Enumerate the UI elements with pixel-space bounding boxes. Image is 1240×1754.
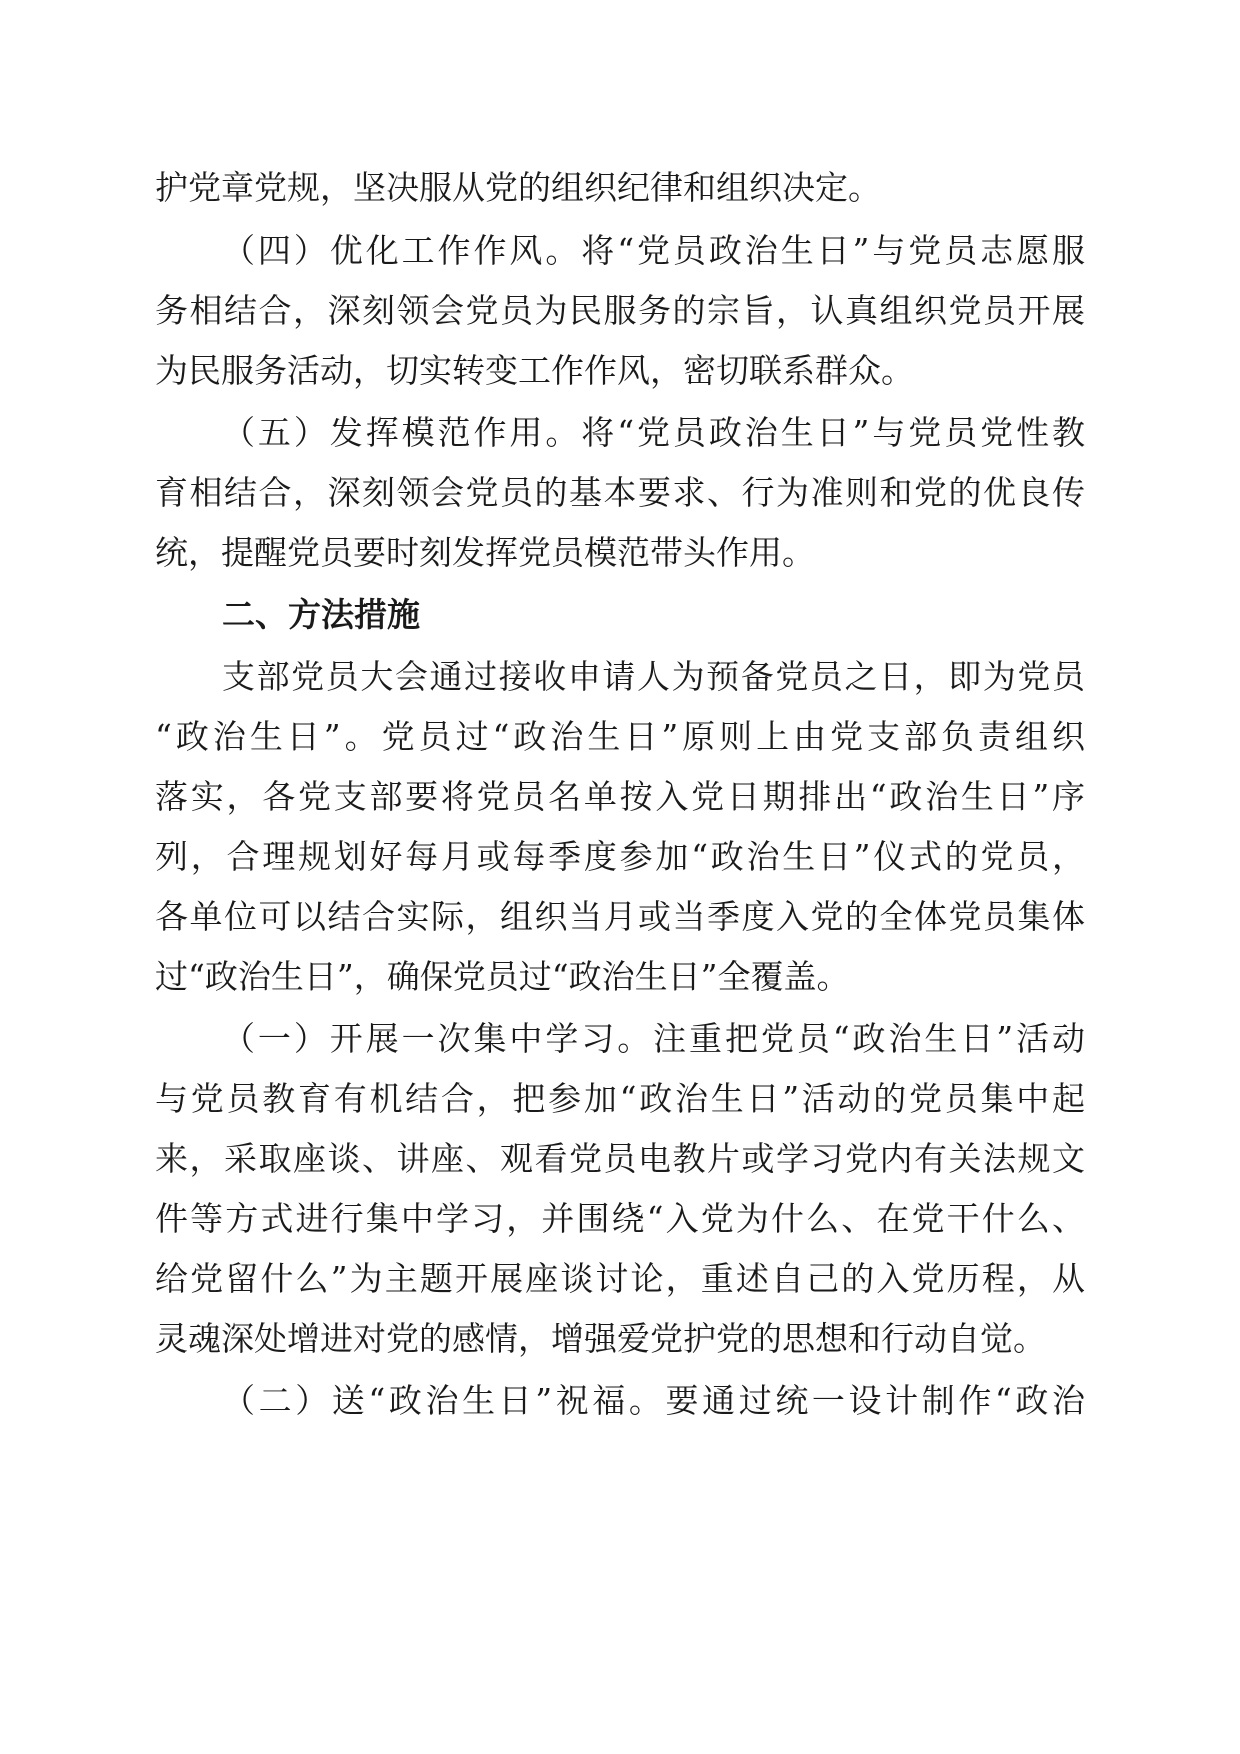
text-line: 过“政治生日”，确保党员过“政治生日”全覆盖。 [155,957,850,996]
paragraph-line: 支部党员大会通过接收申请人为预备党员之日，即为党员 [222,657,1085,696]
text-line: 件等方式进行集中学习，并围绕“入党为什么、在党干什么、 [155,1199,1085,1238]
paragraph-5-line: （五）发挥模范作用。将“党员政治生日”与党员党性教 [222,413,1085,452]
text-line: 务相结合，深刻领会党员为民服务的宗旨，认真组织党员开展 [155,291,1085,330]
paragraph-4-line: （四）优化工作作风。将“党员政治生日”与党员志愿服 [222,231,1085,270]
text-line: 为民服务活动，切实转变工作作风，密切联系群众。 [155,351,914,390]
text-line: 与党员教育有机结合，把参加“政治生日”活动的党员集中起 [155,1079,1085,1118]
text-line: 护党章党规，坚决服从党的组织纪律和组织决定。 [155,168,881,207]
paragraph-1-line: （一）开展一次集中学习。注重把党员“政治生日”活动 [222,1019,1085,1058]
text-line: 给党留什么”为主题开展座谈讨论，重述自己的入党历程，从 [155,1259,1085,1298]
text-line: 统，提醒党员要时刻发挥党员模范带头作用。 [155,533,815,572]
text-line: 落实，各党支部要将党员名单按入党日期排出“政治生日”序 [155,777,1085,816]
text-line: 各单位可以结合实际，组织当月或当季度入党的全体党员集体 [155,897,1085,936]
text-line: “政治生日”。党员过“政治生日”原则上由党支部负责组织 [155,717,1085,756]
text-line: 列，合理规划好每月或每季度参加“政治生日”仪式的党员， [155,837,1085,876]
section-heading: 二、方法措施 [222,595,420,634]
text-line: 来，采取座谈、讲座、观看党员电教片或学习党内有关法规文 [155,1139,1085,1178]
text-line: 灵魂深处增进对党的感情，增强爱党护党的思想和行动自觉。 [155,1319,1046,1358]
text-line: 育相结合，深刻领会党员的基本要求、行为准则和党的优良传 [155,473,1085,512]
paragraph-2-line: （二）送“政治生日”祝福。要通过统一设计制作“政治 [222,1381,1085,1420]
